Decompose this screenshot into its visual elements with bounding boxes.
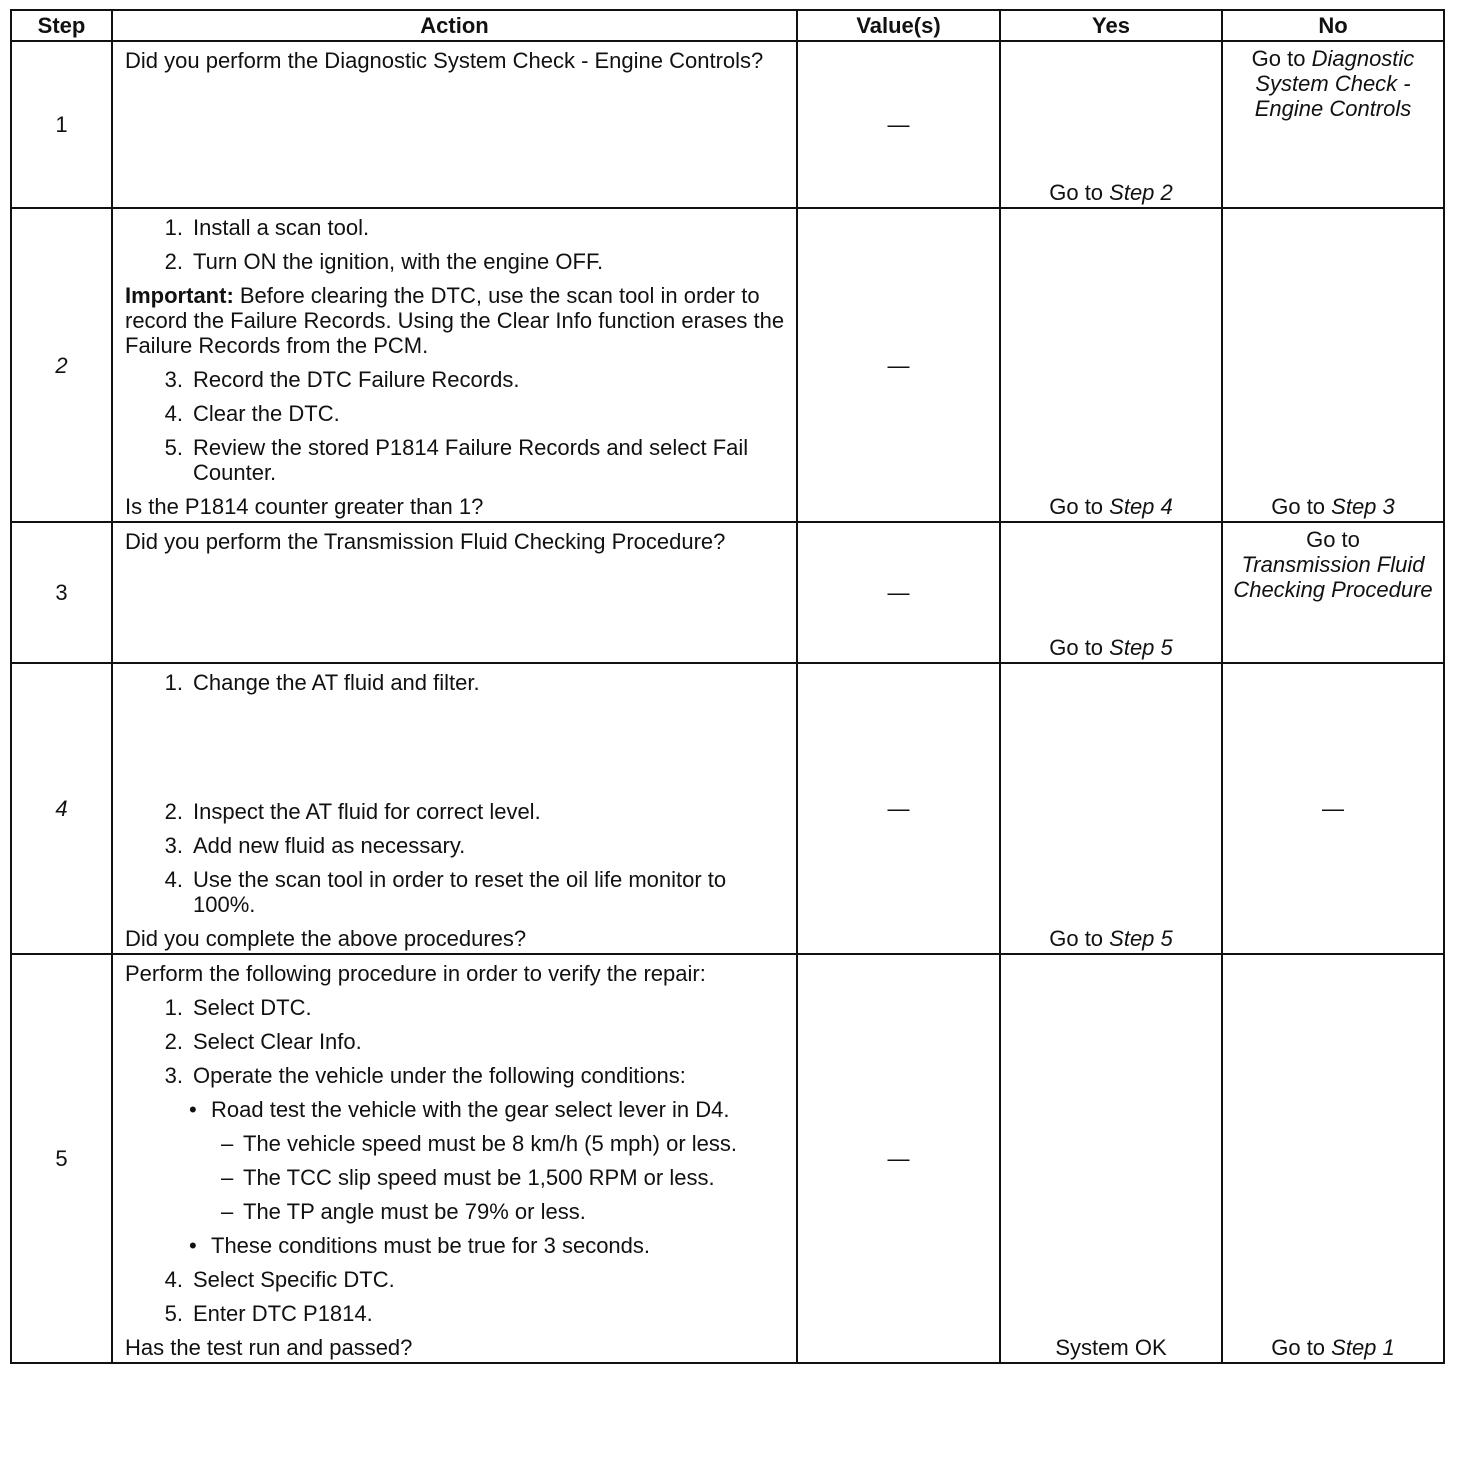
list-item: 2. Turn ON the ignition, with the engine OFF. [164,249,604,274]
list-item: 1. Select DTC. [164,995,312,1020]
action-cell [112,41,797,208]
header-values: Value(s) [797,10,1000,41]
question-text: Has the test run and passed? [125,1335,413,1360]
step-number: 3 [11,522,112,663]
list-item: 1. Change the AT fluid and filter. [164,670,480,695]
list-item: 5. Enter DTC P1814. [164,1301,373,1326]
intro-text: Perform the following procedure in order to verify the repair: [125,961,706,986]
action-cell [112,663,797,954]
yes-link[interactable]: Step 5 [1109,926,1173,951]
value-cell: — [797,663,1000,954]
yes-cell[interactable] [1000,41,1222,208]
diagnostic-table [10,9,1445,1364]
step-number: 4 [11,663,112,954]
header-step: Step [11,10,112,41]
dash-item: – The vehicle speed must be 8 km/h (5 mph) or less. [221,1131,737,1156]
value-cell: — [797,41,1000,208]
dash-item: – The TP angle must be 79% or less. [221,1199,586,1224]
header-no: No [1222,10,1444,41]
table-row [11,954,1444,1363]
no-cell[interactable]: Go to Step 3 [1222,208,1444,522]
table-row [11,663,1444,954]
no-link[interactable]: Transmission Fluid Checking Procedure [1233,552,1433,602]
no-link[interactable]: Step 1 [1331,1335,1395,1360]
list-item: 2. Inspect the AT fluid for correct level. [164,799,541,824]
yes-link[interactable]: Step 4 [1109,494,1173,519]
step-number: 5 [11,954,112,1363]
table-row [11,208,1444,522]
action-cell [112,522,797,663]
no-cell[interactable]: Go to Transmission Fluid Checking Procedure [1222,522,1444,663]
list-item: 4. Select Specific DTC. [164,1267,395,1292]
bullet-item: • These conditions must be true for 3 seconds. [189,1233,651,1258]
yes-cell[interactable]: Go to Step 5 [1000,522,1222,663]
yes-label: Go to [1049,180,1110,205]
yes-link[interactable]: Step 2 [1109,180,1173,205]
value-cell: — [797,522,1000,663]
bullet-item: • Road test the vehicle with the gear select lever in D4. [189,1097,730,1122]
dash-item: – The TCC slip speed must be 1,500 RPM or less. [221,1165,715,1190]
action-text: Did you perform the Diagnostic System Check - Engine Controls? [125,48,764,73]
action-cell [112,208,797,522]
yes-cell[interactable]: System OK [1000,954,1222,1363]
list-item: 5. Review the stored P1814 Failure Records and select Fail Counter. [164,435,749,485]
question-text: Is the P1814 counter greater than 1? [125,494,484,519]
important-note: Important: Before clearing the DTC, use the scan tool in order to record the Failure Records. Using the Clear Info function erases the Failure Records from the PCM. [125,283,785,358]
header-action: Action [112,10,797,41]
action-cell [112,954,797,1363]
no-cell[interactable] [1222,41,1444,208]
no-cell: — [1222,663,1444,954]
yes-link[interactable]: Step 5 [1109,635,1173,660]
action-text: Did you perform the Transmission Fluid Checking Procedure? [125,529,726,554]
list-item: 3. Add new fluid as necessary. [164,833,466,858]
header-yes: Yes [1000,10,1222,41]
value-cell: — [797,208,1000,522]
table-row [11,41,1444,208]
list-item: 4. Use the scan tool in order to reset the oil life monitor to 100%. [164,867,727,917]
header-row [11,10,1444,41]
list-item: 3. Record the DTC Failure Records. [164,367,520,392]
list-item: 2. Select Clear Info. [164,1029,362,1054]
list-item: 4. Clear the DTC. [164,401,340,426]
value-cell: — [797,954,1000,1363]
no-cell[interactable]: Go to Step 1 [1222,954,1444,1363]
no-link[interactable]: Diagnostic System Check - Engine Controls [1254,46,1415,121]
yes-cell[interactable]: Go to Step 4 [1000,208,1222,522]
table-row [11,522,1444,663]
list-item: 3. Operate the vehicle under the following conditions: [164,1063,686,1088]
step-number: 2 [11,208,112,522]
question-text: Did you complete the above procedures? [125,926,527,951]
no-label: Go to [1251,46,1312,71]
list-item: 1. Install a scan tool. [164,215,370,240]
yes-cell[interactable]: Go to Step 5 [1000,663,1222,954]
step-number: 1 [11,41,112,208]
no-link[interactable]: Step 3 [1331,494,1395,519]
